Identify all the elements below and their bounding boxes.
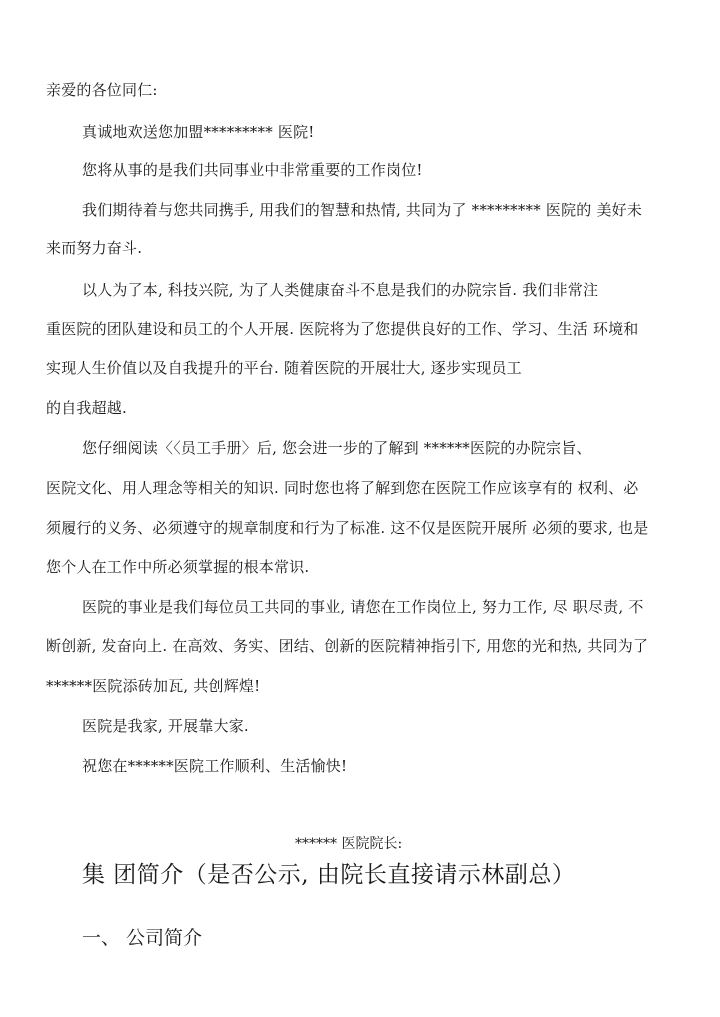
section-title: 集 团简介（是否公示, 由院长直接请示林副总） xyxy=(82,862,576,888)
paragraph-line: 断创新, 发奋向上. 在高效、务实、团结、创新的医院精神指引下, 用您的光和热, 共同为了 xyxy=(46,637,649,655)
paragraph-line: 您仔细阅读〈〈员工手册〉后, 您会进一步的了解到 ******医院的办院宗旨、 xyxy=(82,439,592,457)
paragraph-line: 医院是我家, 开展靠大家. xyxy=(82,717,249,735)
paragraph-line: 您个人在工作中所必须掌握的根本常识. xyxy=(46,558,310,576)
section-heading: 一、 公司简介 xyxy=(82,927,203,949)
paragraph-line: 祝您在******医院工作顺利、生活愉快! xyxy=(82,757,348,775)
paragraph-line: 的自我超越. xyxy=(46,399,127,417)
paragraph-line: 重医院的团队建设和员工的个人开展. 医院将为了您提供良好的工作、学习、生活 环境和 xyxy=(46,320,639,338)
paragraph-line: 医院的事业是我们每位员工共同的事业, 请您在工作岗位上, 努力工作, 尽 职尽责, 不 xyxy=(82,598,644,616)
paragraph-line: 您将从事的是我们共同事业中非常重要的工作岗位! xyxy=(82,161,423,179)
paragraph-line: 须履行的义务、必须遵守的规章制度和行为了标准. 这不仅是医院开展所 必须的要求, 也是 xyxy=(46,519,649,537)
paragraph-line: 医院文化、用人理念等相关的知识. 同时您也将了解到您在医院工作应该享有的 权利、必 xyxy=(46,479,639,497)
paragraph-line: 真诚地欢送您加盟********* 医院! xyxy=(82,123,315,141)
greeting: 亲爱的各位同仁: xyxy=(46,81,158,99)
paragraph-line: 来而努力奋斗. xyxy=(46,239,143,257)
paragraph-line: 以人为了本, 科技兴院, 为了人类健康奋斗不息是我们的办院宗旨. 我们非常注 xyxy=(82,281,599,299)
paragraph-line: 我们期待着与您共同携手, 用我们的智慧和热情, 共同为了 ********* 医院的 美好未 xyxy=(82,201,643,219)
paragraph-line: ******医院添砖加瓦, 共创辉煌! xyxy=(46,677,261,695)
paragraph-line: 实现人生价值以及自我提升的平台. 随着医院的开展壮大, 逐步实现员工 xyxy=(46,359,522,377)
signature: ****** 医院院长: xyxy=(295,836,403,852)
